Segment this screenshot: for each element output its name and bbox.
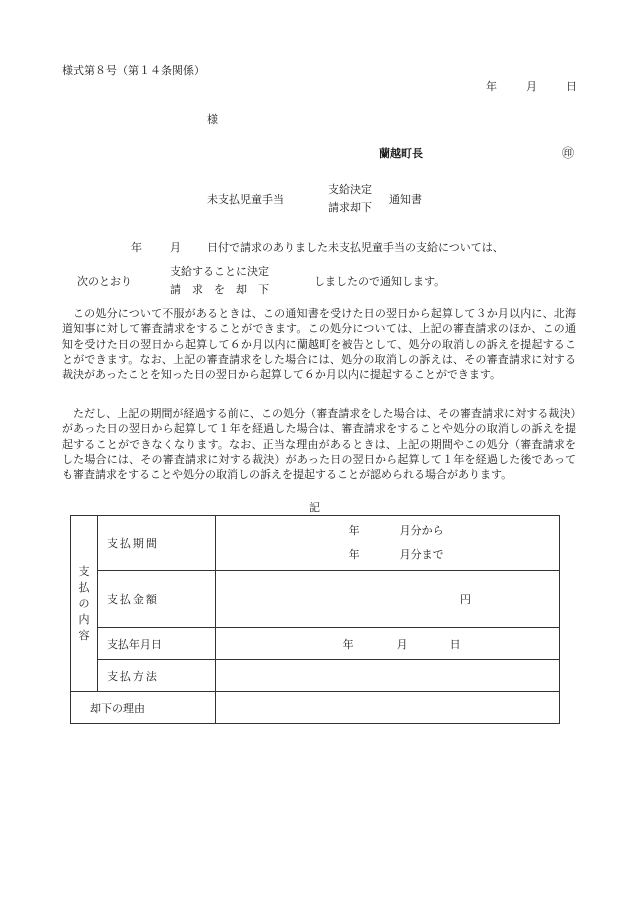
sender-name: 蘭越町長 — [379, 147, 423, 160]
seal-mark: ㊞ — [562, 146, 575, 160]
record-heading: 記 — [309, 501, 320, 514]
period-to-text: 月分まで — [399, 548, 444, 561]
amount-unit: 円 — [460, 593, 471, 606]
intro-lead: 次のとおり — [77, 275, 132, 288]
date-month-label: 月 — [526, 80, 537, 93]
payment-date-label: 支払年月日 — [97, 628, 215, 660]
payment-date-day: 日 — [449, 637, 461, 651]
payment-method-label: 支払方法 — [97, 660, 215, 692]
period-from-text: 月分から — [399, 524, 444, 537]
table-row-amount — [71, 571, 560, 628]
rejection-reason-label: 却下の理由 — [71, 692, 216, 724]
period-from-year: 年 — [348, 524, 360, 537]
intro-year-label: 年 — [131, 241, 142, 254]
date-day-label: 日 — [566, 80, 577, 93]
amount-label: 支払金額 — [97, 571, 215, 628]
intro-text: 日付で請求のありました未支払児童手当の支給については、 — [207, 241, 504, 254]
recipient-suffix: 様 — [207, 113, 218, 126]
period-value[interactable] — [215, 516, 559, 571]
payment-date-value[interactable] — [215, 628, 559, 660]
amount-value[interactable] — [215, 571, 559, 628]
period-label: 支払期間 — [97, 516, 215, 571]
intro-month-label: 月 — [170, 241, 181, 254]
payment-details-table — [70, 515, 560, 724]
payment-date-year: 年 — [342, 637, 354, 651]
intro-tail: しましたので通知します。 — [314, 275, 446, 288]
title-option-decision: 支給決定 — [328, 183, 372, 196]
title-option-rejection: 請求却下 — [328, 201, 372, 214]
period-to-year: 年 — [348, 548, 360, 561]
payment-content-group-label: 支 払 の 内 容 — [71, 516, 98, 692]
title-suffix: 通知書 — [389, 193, 422, 206]
rejection-reason-value[interactable] — [215, 692, 559, 724]
body-paragraph-deadline: ただし、上記の期間が経過する前に、この処分（審査請求をした場合は、その審査請求に対する裁決）があった日の翌日から起算して１年を経過した場合は、審査請求をすることや処分の取消しの訴えを提起することができなくなります。なお、正当な理由があるときは、上記の期間やこの処分（審査請求をした場合には、その審査請求に対する裁決）があった日の翌日から起算して１年を経過した後であっても審査請求をすることや処分の取消しの訴えを提起することが認められる場合があります。 — [62, 407, 576, 482]
intro-option-decide: 支給することに決定 — [170, 265, 269, 278]
table-row-method — [71, 660, 560, 692]
payment-date-month: 月 — [396, 637, 408, 651]
body-paragraph-appeal: この処分について不服があるときは、この通知書を受けた日の翌日から起算して３か月以内に、北海道知事に対して審査請求をすることができます。この処分については、上記の審査請求のほか、この通知を受けた日の翌日から起算して６か月以内に蘭越町を被告として、処分の取消しの訴えを提起することができます。なお、上記の審査請求をした場合には、処分の取消しの訴えは、その審査請求に対する裁決があったことを知った日の翌日から起算して６か月以内に提起することができます。 — [62, 307, 576, 382]
table-row-date — [71, 628, 560, 660]
intro-option-reject: 請 求 を 却 下 — [170, 283, 269, 296]
form-number: 様式第８号（第１４条関係） — [62, 64, 205, 77]
date-year-label: 年 — [486, 80, 497, 93]
payment-method-value[interactable] — [215, 660, 559, 692]
table-row-rejection — [71, 692, 560, 724]
title-prefix: 未支払児童手当 — [207, 193, 284, 206]
table-row-period — [71, 516, 560, 571]
